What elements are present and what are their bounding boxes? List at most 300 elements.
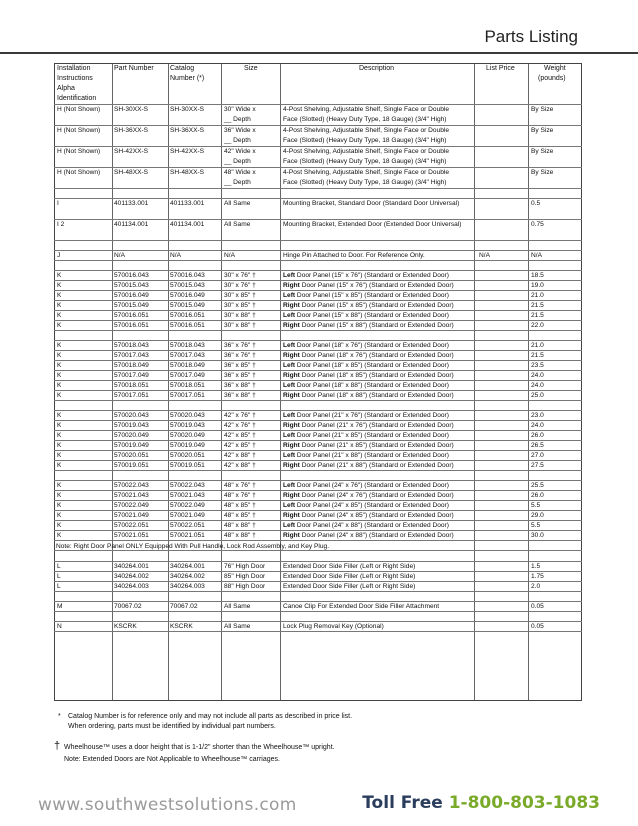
- cell-size-line2: __ Depth: [224, 179, 251, 186]
- cell-weight: 19.0: [531, 282, 544, 289]
- cell-size: 36" x 76" †: [224, 352, 256, 359]
- cell-weight: 2.0: [531, 583, 541, 590]
- cell-part-number: 570016.051: [114, 322, 149, 329]
- description-text: Door Panel (18" x 88") (Standard or Extended Door): [295, 382, 449, 389]
- cell-part-number: 570018.043: [114, 342, 149, 349]
- cell-weight: 22.0: [531, 322, 544, 329]
- cell-part-number: 70067.02: [114, 603, 142, 610]
- cell-id: K: [57, 302, 62, 309]
- cell-part-number: 570022.051: [114, 522, 149, 529]
- description-side: Right: [283, 322, 300, 329]
- cell-part-number: 570022.043: [114, 482, 149, 489]
- table-row: [54, 562, 582, 572]
- cell-description-line2: Face (Slotted) (Heavy Duty Type, 18 Gauge) (3/4" High): [283, 179, 447, 186]
- cell-id: K: [57, 482, 62, 489]
- footnote-dagger-line2: Note: Extended Doors are Not Applicable to Wheelhouse™ carriages.: [64, 756, 280, 763]
- cell-id: K: [57, 412, 62, 419]
- cell-weight: 5.5: [531, 522, 541, 529]
- cell-weight: 24.0: [531, 372, 544, 379]
- cell-weight: 26.5: [531, 442, 544, 449]
- cell-description: [283, 361, 449, 371]
- cell-weight: 23.0: [531, 412, 544, 419]
- cell-part-number: 570021.049: [114, 512, 149, 519]
- cell-part-number: 570020.049: [114, 432, 149, 439]
- cell-catalog-number: 340264.002: [170, 573, 205, 580]
- cell-size: 30" x 76" †: [224, 282, 256, 289]
- spacer-row: [54, 471, 582, 481]
- cell-part-number: 570019.043: [114, 422, 149, 429]
- cell-size: 48" x 76" †: [224, 492, 256, 499]
- footnote-star-line1: Catalog Number is for reference only and may not include all parts as described in price list.: [68, 713, 353, 720]
- cell-description: [283, 491, 454, 501]
- description-text: Door Panel (15" x 85") (Standard or Extended Door): [299, 302, 454, 309]
- table-row: [54, 126, 582, 147]
- cell-catalog-number: 570015.049: [170, 302, 205, 309]
- cell-weight: 21.5: [531, 302, 544, 309]
- table-row: [54, 321, 582, 331]
- description-text: Door Panel (18" x 85") (Standard or Extended Door): [299, 372, 454, 379]
- footnote-dagger-mark: †: [54, 740, 61, 752]
- description-side: Left: [283, 272, 296, 279]
- cell-size: 36" x 85" †: [224, 372, 256, 379]
- description-side: Right: [283, 372, 300, 379]
- cell-weight: 29.0: [531, 512, 544, 519]
- cell-size: 30" x 85" †: [224, 302, 256, 309]
- cell-id: M: [57, 603, 63, 610]
- table-row: [54, 441, 582, 451]
- table-row: [54, 199, 582, 220]
- cell-id: K: [57, 322, 62, 329]
- description-side: Right: [283, 512, 300, 519]
- description-side: Left: [283, 292, 296, 299]
- cell-size-line1: 36" Wide x: [224, 127, 256, 134]
- cell-catalog-number: 570020.049: [170, 432, 205, 439]
- cell-part-number: 570018.051: [114, 382, 149, 389]
- cell-description: [283, 461, 454, 471]
- table-row: [54, 311, 582, 321]
- cell-id: L: [57, 563, 61, 570]
- cell-weight: 0.05: [531, 623, 544, 630]
- cell-catalog-number: 570022.051: [170, 522, 205, 529]
- cell-size: 42" x 88" †: [224, 452, 256, 459]
- cell-description: [283, 391, 454, 401]
- cell-id: I: [57, 200, 59, 207]
- cell-description: [283, 421, 454, 431]
- phone-number: 1-800-803-1083: [448, 793, 600, 813]
- cell-size: 36" x 88" †: [224, 382, 256, 389]
- cell-size: 48" x 85" †: [224, 502, 256, 509]
- cell-part-number: 340264.001: [114, 563, 149, 570]
- description-text: Door Panel (21" x 76") (Standard or Extended Door): [295, 412, 449, 419]
- cell-description-line2: Face (Slotted) (Heavy Duty Type, 18 Gauge) (3/4" High): [283, 116, 447, 123]
- cell-weight: 25.5: [531, 482, 544, 489]
- cell-weight: 24.0: [531, 382, 544, 389]
- note-right-door: Note: Right Door Panel ONLY Equipped With Pull Handle, Lock Rod Assembly, and Key Plug.: [56, 543, 330, 550]
- table-row: [54, 461, 582, 471]
- table-row: [54, 105, 582, 126]
- cell-size: 48" x 88" †: [224, 522, 256, 529]
- cell-desc: Mounting Bracket, Standard Door (Standard Door Universal): [283, 200, 460, 207]
- spacer-row: [54, 592, 582, 602]
- cell-id: K: [57, 292, 62, 299]
- table-row: [54, 582, 582, 592]
- cell-description: Extended Door Side Filler (Left or Right Side): [283, 583, 416, 590]
- header-list-price: List Price: [486, 65, 515, 72]
- table-row: [54, 411, 582, 421]
- description-text: Door Panel (18" x 76") (Standard or Extended Door): [295, 342, 449, 349]
- description-text: Door Panel (24" x 85") (Standard or Extended Door): [299, 512, 454, 519]
- table-row: [54, 251, 582, 261]
- cell-description: [283, 341, 449, 351]
- cell-description-line1: 4-Post Shelving, Adjustable Shelf, Single Face or Double: [283, 169, 450, 176]
- cell-id: K: [57, 512, 62, 519]
- description-side: Left: [283, 502, 296, 509]
- title-rule: [0, 52, 638, 54]
- cell-weight: By Size: [531, 106, 554, 113]
- spacer-row: [54, 331, 582, 341]
- cell-id: K: [57, 522, 62, 529]
- description-side: Left: [283, 382, 296, 389]
- cell-size: 48" x 76" †: [224, 482, 256, 489]
- cell-part-number: 570020.051: [114, 452, 149, 459]
- cell-description: [283, 431, 449, 441]
- cell-cat: 401133.001: [170, 200, 205, 207]
- cell-size: 30" x 85" †: [224, 292, 256, 299]
- cell-part-number: N/A: [114, 252, 125, 259]
- description-text: Door Panel (21" x 76") (Standard or Extended Door): [299, 422, 454, 429]
- header-weight-1: Weight: [544, 65, 566, 72]
- description-text: Door Panel (15" x 88") (Standard or Extended Door): [299, 322, 454, 329]
- cell-size-line2: __ Depth: [224, 158, 251, 165]
- table-row: [54, 421, 582, 431]
- cell-desc: Mounting Bracket, Extended Door (Extended Door Universal): [283, 221, 462, 228]
- cell-id: H (Not Shown): [57, 148, 101, 155]
- description-side: Left: [283, 432, 296, 439]
- cell-id: L: [57, 573, 61, 580]
- cell-part-number: 570022.049: [114, 502, 149, 509]
- cell-size: 76" High Door: [224, 563, 266, 570]
- description-text: Door Panel (18" x 88") (Standard or Extended Door): [299, 392, 454, 399]
- description-text: Door Panel (24" x 88") (Standard or Extended Door): [295, 522, 449, 529]
- cell-part-number: 570016.049: [114, 292, 149, 299]
- cell-weight: N/A: [531, 252, 542, 259]
- cell-size: 48" x 85" †: [224, 512, 256, 519]
- description-side: Left: [283, 412, 296, 419]
- header-catalog-2: Number (*): [170, 75, 205, 82]
- cell-catalog-number: N/A: [170, 252, 181, 259]
- table-row: [54, 511, 582, 521]
- footnote-star-mark: *: [58, 713, 61, 720]
- cell-id: K: [57, 392, 62, 399]
- header-description: Description: [359, 65, 395, 72]
- cell-description: [283, 521, 449, 531]
- cell-weight: 26.0: [531, 432, 544, 439]
- cell-part-number: 570016.051: [114, 312, 149, 319]
- cell-id: K: [57, 362, 62, 369]
- cell-description: [283, 271, 449, 281]
- description-text: Door Panel (15" x 76") (Standard or Extended Door): [299, 282, 454, 289]
- table-row: [54, 341, 582, 351]
- cell-size: All Same: [224, 221, 251, 228]
- description-side: Right: [283, 492, 300, 499]
- table-row: [54, 481, 582, 491]
- cell-catalog-number: KSCRK: [170, 623, 193, 630]
- table-row: [54, 381, 582, 391]
- description-side: Left: [283, 482, 296, 489]
- description-text: Door Panel (21" x 88") (Standard or Extended Door): [299, 462, 454, 469]
- cell-description: [283, 501, 449, 511]
- description-side: Left: [283, 362, 296, 369]
- cell-weight: By Size: [531, 169, 554, 176]
- cell-description: [283, 281, 454, 291]
- cell-description: [283, 371, 454, 381]
- cell-description: [283, 451, 449, 461]
- spacer-row: [54, 401, 582, 411]
- cell-id: H (Not Shown): [57, 169, 101, 176]
- cell-size: 42" x 76" †: [224, 422, 256, 429]
- description-side: Left: [283, 452, 296, 459]
- footnote-dagger-line1: Wheelhouse™ uses a door height that is 1-1/2" shorter than the Wheelhouse™ upright.: [64, 744, 335, 751]
- cell-weight: 1.75: [531, 573, 544, 580]
- cell-catalog-number: 570021.043: [170, 492, 205, 499]
- header-install-2: Instructions: [57, 75, 93, 82]
- description-text: Door Panel (24" x 88") (Standard or Extended Door): [299, 532, 454, 539]
- cell-part-number: 340264.003: [114, 583, 149, 590]
- cell-catalog-number: 570020.051: [170, 452, 205, 459]
- cell-size: N/A: [224, 252, 235, 259]
- cell-part-number: 570019.051: [114, 462, 149, 469]
- cell-description: [283, 411, 449, 421]
- cell-catalog-number: 570022.043: [170, 482, 205, 489]
- cell-id: K: [57, 282, 62, 289]
- website-link[interactable]: www.southwestsolutions.com: [38, 795, 297, 815]
- cell-part-number: 570017.049: [114, 372, 149, 379]
- cell-catalog-number: 570017.049: [170, 372, 205, 379]
- description-side: Right: [283, 392, 300, 399]
- spacer-row: [54, 189, 582, 199]
- header-weight-2: (pounds): [538, 75, 566, 82]
- cell-weight: 21.5: [531, 312, 544, 319]
- cell-size: 85" High Door: [224, 573, 266, 580]
- description-text: Door Panel (24" x 85") (Standard or Extended Door): [295, 502, 449, 509]
- cell-catalog-number: 340264.003: [170, 583, 205, 590]
- table-row: [54, 431, 582, 441]
- cell-id: K: [57, 452, 62, 459]
- cell-catalog-number: 570018.049: [170, 362, 205, 369]
- cell-size: 36" x 76" †: [224, 342, 256, 349]
- cell-part: 401134.001: [114, 221, 149, 228]
- cell-part-number: SH-48XX-S: [114, 169, 149, 176]
- cell-catalog-number: SH-36XX-S: [170, 127, 205, 134]
- table-row: [54, 291, 582, 301]
- cell-id: K: [57, 462, 62, 469]
- cell-id: L: [57, 583, 61, 590]
- table-row: [54, 491, 582, 501]
- table-row: [54, 271, 582, 281]
- cell-part-number: 570016.043: [114, 272, 149, 279]
- cell-part-number: KSCRK: [114, 623, 137, 630]
- description-side: Right: [283, 532, 300, 539]
- description-text: Door Panel (15" x 76") (Standard or Extended Door): [295, 272, 449, 279]
- cell-id: H (Not Shown): [57, 106, 101, 113]
- table-row: [54, 521, 582, 531]
- table-row: [54, 301, 582, 311]
- cell-weight: 21.0: [531, 292, 544, 299]
- toll-free-phone[interactable]: [362, 793, 600, 813]
- cell-description: [283, 321, 454, 331]
- cell-weight: 0.05: [531, 603, 544, 610]
- cell-part-number: 570017.051: [114, 392, 149, 399]
- cell-description: [283, 511, 454, 521]
- cell-weight: 30.0: [531, 532, 544, 539]
- description-text: Door Panel (21" x 85") (Standard or Extended Door): [299, 442, 454, 449]
- description-side: Right: [283, 352, 300, 359]
- cell-description-line2: Face (Slotted) (Heavy Duty Type, 18 Gauge) (3/4" High): [283, 137, 447, 144]
- cell-weight: 24.0: [531, 422, 544, 429]
- cell-weight: 5.5: [531, 502, 541, 509]
- cell-cat: 401134.001: [170, 221, 205, 228]
- cell-part: 401133.001: [114, 200, 149, 207]
- page-title: Parts Listing: [484, 27, 578, 46]
- cell-catalog-number: SH-30XX-S: [170, 106, 205, 113]
- cell-part-number: SH-30XX-S: [114, 106, 149, 113]
- cell-id: K: [57, 312, 62, 319]
- cell-id: K: [57, 272, 62, 279]
- cell-id: K: [57, 432, 62, 439]
- cell-catalog-number: 570022.049: [170, 502, 205, 509]
- cell-catalog-number: 570017.051: [170, 392, 205, 399]
- cell-size: 36" x 88" †: [224, 392, 256, 399]
- spacer-row: [54, 551, 582, 562]
- cell-catalog-number: 570017.043: [170, 352, 205, 359]
- footnote-star-line2: When ordering, parts must be identified by individual part numbers.: [68, 723, 276, 730]
- spacer-row: [54, 612, 582, 622]
- cell-description: [283, 291, 449, 301]
- cell-id: K: [57, 352, 62, 359]
- description-text: Door Panel (21" x 85") (Standard or Extended Door): [295, 432, 449, 439]
- cell-size-line1: 42" Wide x: [224, 148, 256, 155]
- cell-size: 88" High Door: [224, 583, 266, 590]
- cell-size: 42" x 88" †: [224, 462, 256, 469]
- cell-catalog-number: 570019.051: [170, 462, 205, 469]
- cell-catalog-number: 570016.049: [170, 292, 205, 299]
- cell-size: 30" x 88" †: [224, 312, 256, 319]
- cell-weight: 23.5: [531, 362, 544, 369]
- cell-size: 30" x 76" †: [224, 272, 256, 279]
- cell-id: K: [57, 422, 62, 429]
- cell-description: [283, 311, 449, 321]
- cell-weight: 1.5: [531, 563, 541, 570]
- cell-size: All Same: [224, 200, 251, 207]
- table-row: [54, 451, 582, 461]
- cell-weight: 27.0: [531, 452, 544, 459]
- cell-size-line2: __ Depth: [224, 137, 251, 144]
- header-part-number: Part Number: [114, 65, 154, 72]
- cell-catalog-number: 570015.043: [170, 282, 205, 289]
- cell-id: K: [57, 502, 62, 509]
- cell-size-line2: __ Depth: [224, 116, 251, 123]
- table-row: [54, 361, 582, 371]
- cell-description-line2: Face (Slotted) (Heavy Duty Type, 18 Gauge) (3/4" High): [283, 158, 447, 165]
- cell-catalog-number: 70067.02: [170, 603, 198, 610]
- table-row: [54, 501, 582, 511]
- cell-catalog-number: SH-48XX-S: [170, 169, 205, 176]
- cell-part-number: 570015.043: [114, 282, 149, 289]
- cell-catalog-number: 570016.051: [170, 312, 205, 319]
- description-text: Door Panel (18" x 76") (Standard or Extended Door): [299, 352, 454, 359]
- table-row: [54, 622, 582, 632]
- cell-id: J: [57, 252, 61, 259]
- cell-catalog-number: 570016.043: [170, 272, 205, 279]
- cell-size: 30" x 88" †: [224, 322, 256, 329]
- cell-part-number: SH-42XX-S: [114, 148, 149, 155]
- cell-weight: 0.75: [531, 221, 544, 228]
- header-border: [54, 63, 582, 105]
- cell-size: 42" x 85" †: [224, 432, 256, 439]
- header-install-3: Alpha: [57, 85, 75, 92]
- table-row: [54, 220, 582, 241]
- cell-size-line1: 48" Wide x: [224, 169, 256, 176]
- cell-catalog-number: 570018.043: [170, 342, 205, 349]
- toll-free-label: Toll Free: [362, 793, 443, 813]
- cell-id: K: [57, 342, 62, 349]
- table-row: [54, 147, 582, 168]
- cell-size: 42" x 76" †: [224, 412, 256, 419]
- cell-description: Lock Plug Removal Key (Optional): [283, 623, 384, 630]
- cell-size: 48" x 88" †: [224, 532, 256, 539]
- header-catalog-1: Catalog: [170, 65, 195, 72]
- cell-description: [283, 441, 454, 451]
- cell-part-number: 570019.049: [114, 442, 149, 449]
- cell-description-line1: 4-Post Shelving, Adjustable Shelf, Single Face or Double: [283, 148, 450, 155]
- description-side: Right: [283, 462, 300, 469]
- cell-size-line1: 30" Wide x: [224, 106, 256, 113]
- cell-weight: 26.0: [531, 492, 544, 499]
- description-text: Door Panel (15" x 88") (Standard or Extended Door): [295, 312, 449, 319]
- header-install-1: Installation: [57, 65, 91, 72]
- cell-id: K: [57, 532, 62, 539]
- description-side: Left: [283, 522, 296, 529]
- cell-description: [283, 531, 454, 541]
- cell-catalog-number: 570016.051: [170, 322, 205, 329]
- table-row: [54, 371, 582, 381]
- cell-size: All Same: [224, 623, 251, 630]
- cell-part-number: 570021.051: [114, 532, 149, 539]
- cell-weight: 25.0: [531, 392, 544, 399]
- cell-catalog-number: 570020.043: [170, 412, 205, 419]
- cell-catalog-number: 340264.001: [170, 563, 205, 570]
- cell-catalog-number: 570021.051: [170, 532, 205, 539]
- cell-id: I 2: [57, 221, 65, 228]
- cell-catalog-number: 570019.043: [170, 422, 205, 429]
- cell-description-line1: 4-Post Shelving, Adjustable Shelf, Single Face or Double: [283, 127, 450, 134]
- cell-description: Extended Door Side Filler (Left or Right Side): [283, 563, 416, 570]
- cell-weight: 18.5: [531, 272, 544, 279]
- description-text: Door Panel (15" x 85") (Standard or Extended Door): [295, 292, 449, 299]
- cell-list-price: N/A: [479, 252, 490, 259]
- cell-weight: 27.5: [531, 462, 544, 469]
- table-row: [54, 281, 582, 291]
- table-row: [54, 602, 582, 612]
- cell-id: K: [57, 492, 62, 499]
- cell-id: K: [57, 372, 62, 379]
- description-text: Door Panel (24" x 76") (Standard or Extended Door): [295, 482, 449, 489]
- description-side: Right: [283, 422, 300, 429]
- cell-catalog-number: 570018.051: [170, 382, 205, 389]
- cell-id: H (Not Shown): [57, 127, 101, 134]
- description-side: Left: [283, 342, 296, 349]
- description-side: Right: [283, 282, 300, 289]
